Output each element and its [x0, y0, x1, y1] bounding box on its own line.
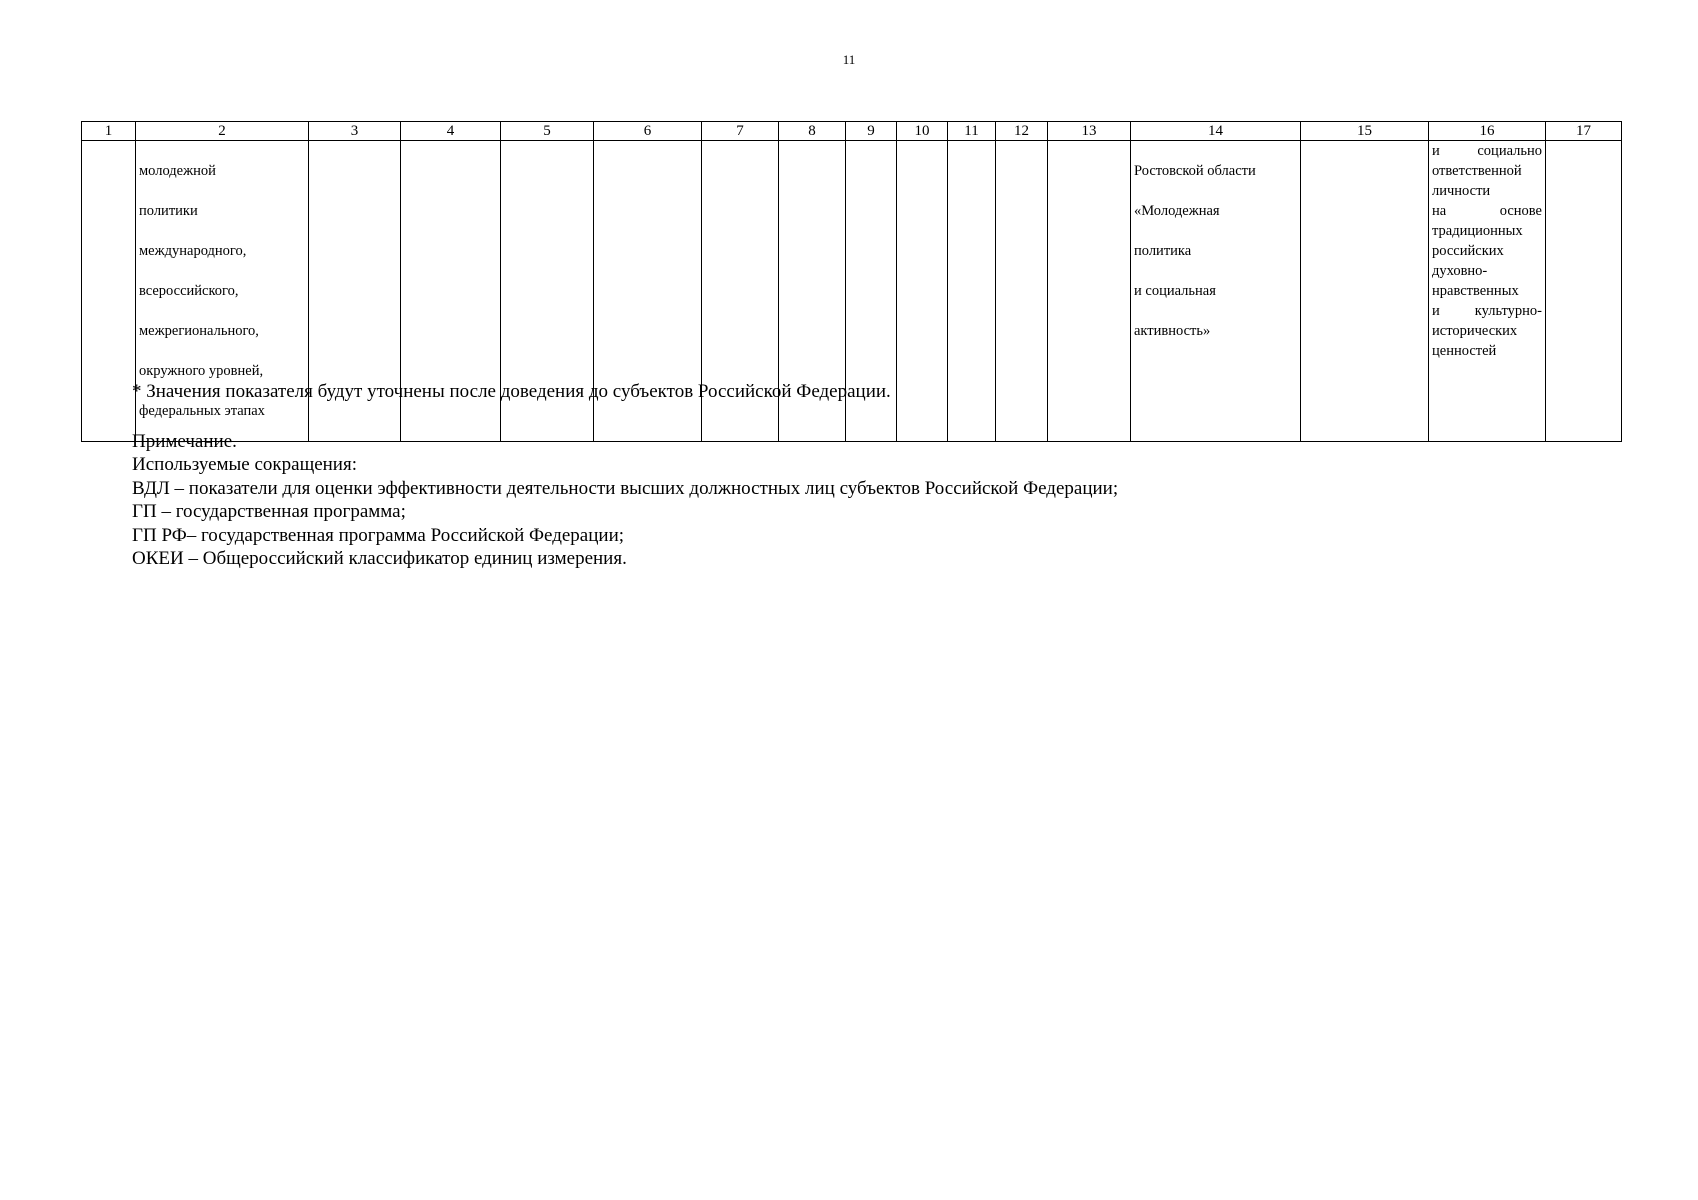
table-cell-col16 [1429, 141, 1546, 442]
cell-line: нравственных [1432, 283, 1519, 299]
abbreviation-line: ГП РФ– государственная программа Российской Федерации; [132, 524, 625, 546]
cell-line: «Молодежная [1134, 203, 1220, 219]
col-header: 4 [401, 122, 501, 141]
cell-line: ответственной [1432, 163, 1522, 179]
table-cell [1546, 141, 1622, 442]
cell-line: активность» [1134, 323, 1211, 339]
footnote: * Значения показателя будут уточнены после доведения до субъектов Российской Федерации. [132, 381, 891, 402]
cell-line: российских [1432, 243, 1504, 259]
col-header: 7 [702, 122, 779, 141]
cell-line: ценностей [1432, 343, 1497, 359]
col-header: 9 [846, 122, 897, 141]
cell-line: и социально [1432, 143, 1542, 159]
cell-line: всероссийского, [139, 283, 239, 299]
col-header: 15 [1301, 122, 1429, 141]
cell-line: исторических [1432, 323, 1518, 339]
col-header: 17 [1546, 122, 1622, 141]
cell-line: духовно- [1432, 263, 1488, 279]
abbreviation-line: ОКЕИ – Общероссийский классификатор единиц измерения. [132, 548, 627, 569]
col-header: 14 [1131, 122, 1301, 141]
notes-title: Примечание. [132, 430, 237, 452]
cell-line: политика [1134, 243, 1192, 259]
cell-line: личности [1432, 183, 1491, 199]
cell-line: федеральных этапах [139, 403, 265, 419]
col-header: 5 [501, 122, 594, 141]
col-header: 8 [779, 122, 846, 141]
col-header: 11 [948, 122, 996, 141]
col-header: 6 [594, 122, 702, 141]
cell-line: Ростовской области [1134, 163, 1256, 179]
notes-section [132, 380, 1118, 571]
cell-line: и культурно- [1432, 303, 1542, 319]
cell-line: на основе [1432, 203, 1542, 219]
cell-line: международного, [139, 243, 247, 259]
cell-line: молодежной [139, 163, 216, 179]
col-header: 3 [309, 122, 401, 141]
cell-line: и социальная [1134, 283, 1216, 299]
page-number: 11 [842, 52, 856, 67]
col-header: 16 [1429, 122, 1546, 141]
cell-line: окружного уровней, [139, 363, 264, 379]
table-header-row [82, 122, 1622, 141]
table-cell-col14 [1131, 141, 1301, 442]
col-header: 13 [1048, 122, 1131, 141]
table-cell [1301, 141, 1429, 442]
cell-line: традиционных [1432, 223, 1523, 239]
abbreviation-line: ГП – государственная программа; [132, 501, 406, 522]
col-header: 10 [897, 122, 948, 141]
cell-line: межрегионального, [139, 323, 259, 339]
col-header: 2 [136, 122, 309, 141]
col-header: 12 [996, 122, 1048, 141]
abbreviation-line: ВДЛ – показатели для оценки эффективности деятельности высших должностных лиц субъектов Российской Федерации; [132, 477, 1119, 499]
cell-line: политики [139, 203, 198, 219]
col-header: 1 [82, 122, 136, 141]
table-cell [82, 141, 136, 442]
abbreviations-heading: Используемые сокращения: [132, 454, 357, 475]
